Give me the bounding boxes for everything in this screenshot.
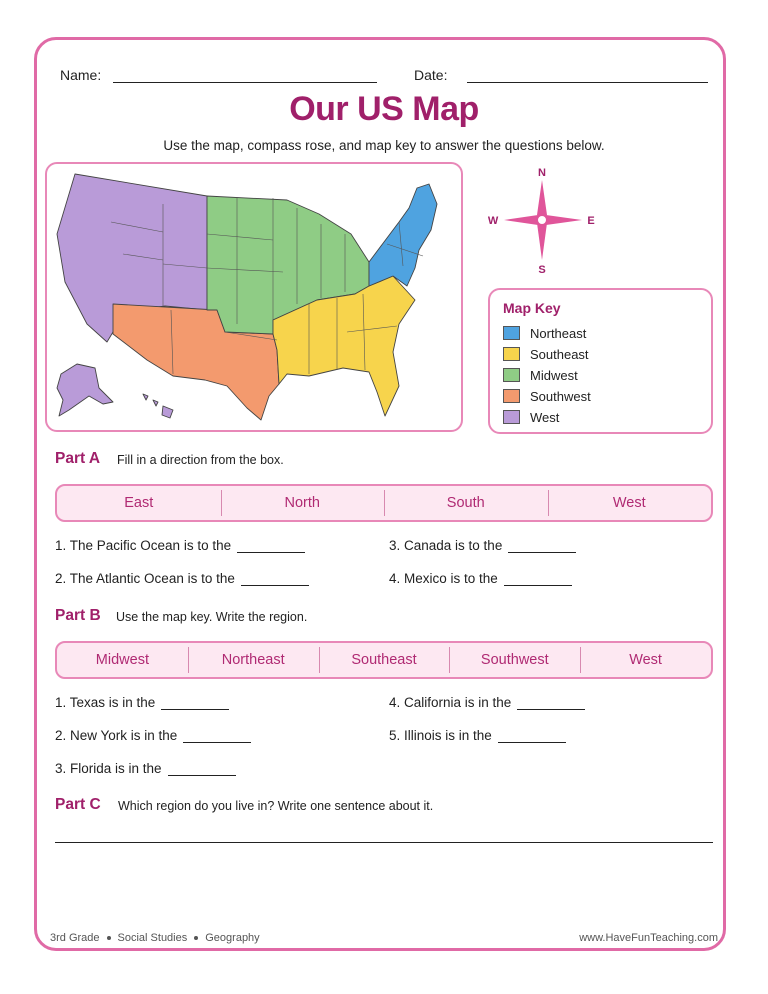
key-item-northeast	[503, 324, 586, 342]
key-item-southeast	[503, 345, 589, 363]
word-east: East	[124, 495, 154, 511]
swatch-northeast	[503, 326, 520, 340]
date-line[interactable]	[467, 82, 708, 83]
compass-e: E	[587, 215, 595, 227]
key-label: Southeast	[530, 346, 589, 362]
key-item-midwest	[503, 366, 578, 384]
question-text: 3. Florida is in the	[55, 761, 162, 776]
part-b-question-5	[389, 728, 566, 743]
northeast-region	[369, 184, 437, 286]
name-line[interactable]	[113, 82, 377, 83]
word-south: South	[384, 495, 548, 511]
part-a-heading: Part A	[55, 450, 101, 467]
answer-blank[interactable]	[517, 695, 585, 710]
part-b-question-4	[389, 695, 585, 710]
alaska	[57, 364, 113, 416]
compass-w: W	[488, 215, 499, 227]
question-text: 2. New York is in the	[55, 728, 178, 743]
swatch-midwest	[503, 368, 520, 382]
word-southwest: Southwest	[449, 652, 580, 668]
word-west: West	[548, 495, 712, 511]
answer-blank[interactable]	[161, 695, 229, 710]
footer-subject: Social Studies	[117, 932, 188, 944]
word-west: West	[580, 652, 711, 668]
key-label: Northeast	[530, 325, 587, 341]
date-label: Date:	[414, 67, 448, 83]
word-northeast: Northeast	[188, 652, 319, 668]
key-label: West	[530, 409, 560, 425]
answer-blank[interactable]	[183, 728, 251, 743]
word-north: North	[221, 495, 385, 511]
us-map	[47, 164, 461, 430]
part-a-word-box	[55, 484, 713, 522]
part-b-instruction: Use the map key. Write the region.	[116, 610, 308, 624]
key-item-southwest	[503, 387, 591, 405]
question-text: 3. Canada is to the	[389, 538, 503, 553]
part-b-heading: Part B	[55, 607, 101, 624]
key-item-west	[503, 408, 559, 426]
part-b-question-3	[55, 761, 236, 776]
compass-s: S	[538, 264, 546, 275]
part-c-heading: Part C	[55, 796, 101, 813]
page-subtitle: Use the map, compass rose, and map key to answer the questions below.	[163, 138, 605, 153]
footer-topic: Geography	[205, 932, 260, 944]
footer-website: www.HaveFunTeaching.com	[579, 932, 718, 944]
swatch-southwest	[503, 389, 520, 403]
compass-rose	[488, 163, 598, 275]
part-b-word-box	[55, 641, 713, 679]
answer-blank[interactable]	[241, 571, 309, 586]
question-text: 4. California is in the	[389, 695, 512, 710]
name-label: Name:	[60, 67, 102, 83]
part-c-answer-line[interactable]	[55, 842, 713, 843]
word-midwest: Midwest	[95, 652, 149, 668]
key-label: Southwest	[530, 388, 591, 404]
footer-tags	[50, 932, 260, 944]
bullet-icon	[107, 936, 111, 940]
answer-blank[interactable]	[168, 761, 236, 776]
question-text: 1. Texas is in the	[55, 695, 156, 710]
question-text: 4. Mexico is to the	[389, 571, 498, 586]
answer-blank[interactable]	[498, 728, 566, 743]
compass-n: N	[538, 167, 546, 179]
hawaii	[143, 394, 173, 418]
map-key-title: Map Key	[503, 300, 561, 316]
part-c-instruction: Which region do you live in? Write one sentence about it.	[118, 799, 434, 813]
answer-blank[interactable]	[508, 538, 576, 553]
answer-blank[interactable]	[504, 571, 572, 586]
map-key	[488, 288, 713, 434]
question-text: 2. The Atlantic Ocean is to the	[55, 571, 235, 586]
us-map-box	[45, 162, 463, 432]
part-a-question-1	[55, 538, 305, 553]
part-a-question-3	[389, 538, 576, 553]
part-b-question-2	[55, 728, 251, 743]
bullet-icon	[194, 936, 198, 940]
swatch-west	[503, 410, 520, 424]
question-text: 1. The Pacific Ocean is to the	[55, 538, 232, 553]
part-a-question-2	[55, 571, 309, 586]
answer-blank[interactable]	[237, 538, 305, 553]
part-a-instruction: Fill in a direction from the box.	[117, 453, 284, 467]
key-label: Midwest	[530, 367, 578, 383]
question-text: 5. Illinois is in the	[389, 728, 492, 743]
part-b-question-1	[55, 695, 229, 710]
part-a-question-4	[389, 571, 572, 586]
word-southeast: Southeast	[319, 652, 450, 668]
page-title: Our US Map	[289, 90, 479, 128]
swatch-southeast	[503, 347, 520, 361]
footer-grade: 3rd Grade	[50, 932, 100, 944]
